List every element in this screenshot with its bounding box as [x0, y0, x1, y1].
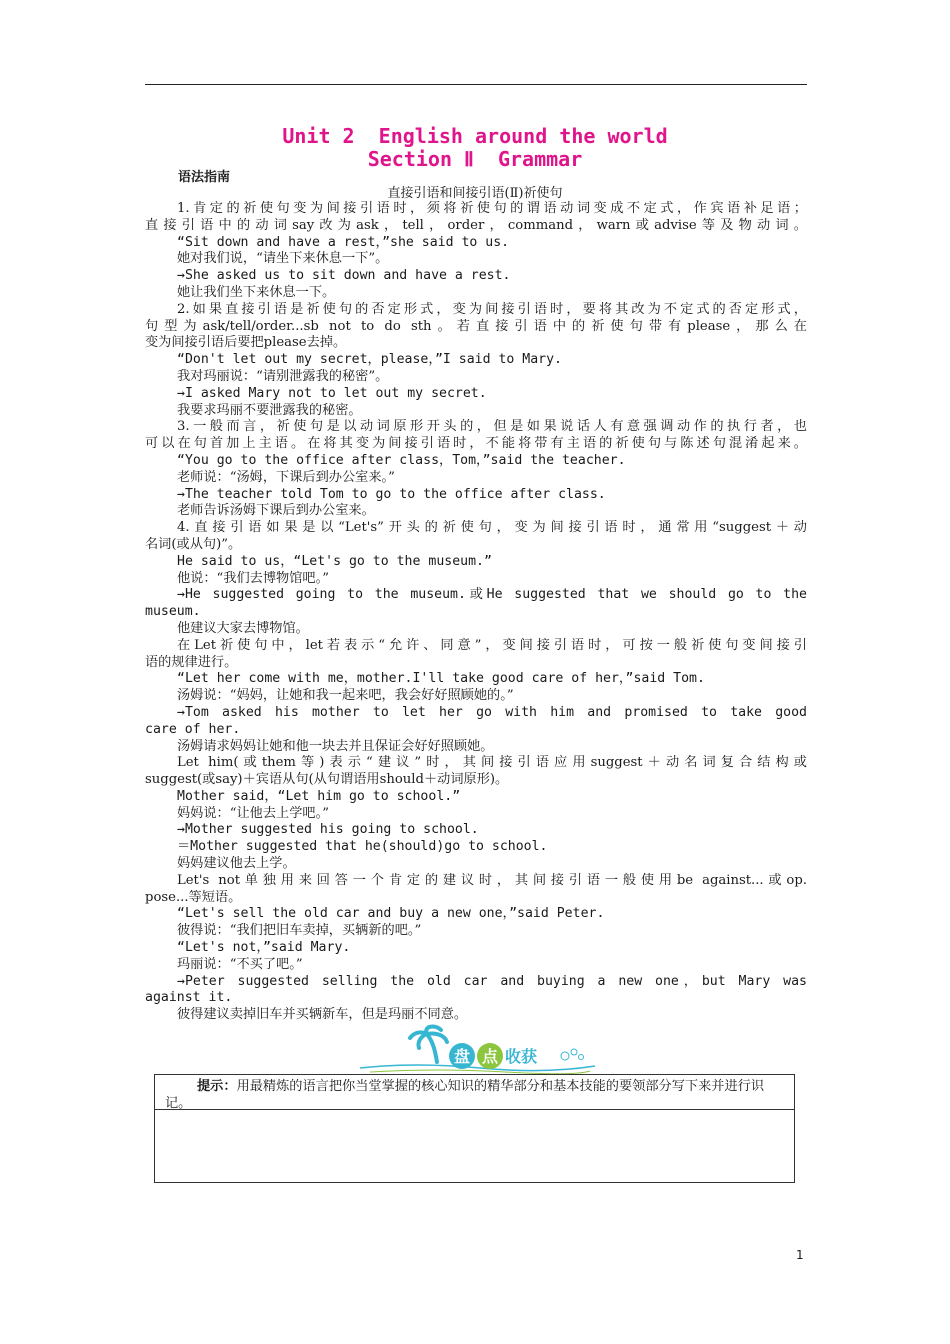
- translation-line: 妈妈建议他去上学。: [177, 856, 296, 872]
- tip-text-block: [165, 1079, 786, 1113]
- tip-text: 用最精炼的语言把你当堂掌握的核心知识的精华部分和基本技能的要领部分写下来并进行识记。: [165, 1079, 765, 1111]
- example-sentence: “Let's not，”said Mary.: [177, 940, 351, 956]
- tip-box: [154, 1074, 795, 1183]
- tip-label: 提示：: [197, 1079, 237, 1094]
- grammar-body: [145, 201, 807, 1024]
- example-sentence: →He suggested going to the museum.或He suggested that we should go to the: [177, 587, 807, 603]
- banner-word: 收获: [505, 1047, 538, 1066]
- unit-title: Unit 2 English around the world: [282, 124, 668, 148]
- body-line: pose...等短语。: [145, 889, 242, 905]
- example-sentence: He said to us，“Let's go to the museum.”: [177, 553, 492, 569]
- translation-line: 妈妈说：“让他去上学吧。”: [177, 805, 329, 821]
- example-sentence: →Tom asked his mother to let her go with him and promised to take good: [177, 704, 807, 720]
- example-sentence: against it.: [145, 990, 233, 1006]
- banner-char-b: 点: [481, 1047, 499, 1066]
- example-sentence: museum.: [145, 604, 201, 620]
- body-line: 名词(或从句)”。: [145, 536, 242, 552]
- tip-box-divider: [155, 1109, 794, 1110]
- translation-line: 我对玛丽说：“请别泄露我的秘密”。: [177, 368, 389, 384]
- translation-line: 老师说：“汤姆，下课后到办公室来。”: [177, 469, 395, 485]
- grammar-subheading: 直接引语和间接引语(Ⅱ)祈使句: [387, 186, 563, 201]
- translation-line: 他说：“我们去博物馆吧。”: [177, 570, 329, 586]
- palm-tree-icon: [410, 1027, 447, 1062]
- body-line: suggest(或say)＋宾语从句(从句谓语用should＋动词原形)。: [145, 772, 509, 788]
- body-line: 变为间接引语后要把please去掉。: [145, 335, 347, 351]
- example-sentence: “Let's sell the old car and buy a new one，”said Peter.: [177, 906, 605, 922]
- example-sentence: “Sit down and have a rest，”she said to us.: [177, 234, 510, 250]
- body-line: 在Let祈使句中，let若表示“允许、同意”，变间接引语时，可按一般祈使句变间接引: [177, 637, 807, 653]
- translation-line: 她让我们坐下来休息一下。: [177, 284, 336, 300]
- example-sentence: Mother said，“Let him go to school.”: [177, 788, 461, 804]
- example-sentence: “Don't let out my secret，please，”I said to Mary.: [177, 352, 562, 368]
- translation-line: 老师告诉汤姆下课后到办公室来。: [177, 503, 375, 519]
- body-line: 直接引语中的动词say改为ask，tell，order，command，warn或advise等及物动词。: [145, 217, 807, 233]
- body-line: Let's not单独用来回答一个肯定的建议时，其间接引语一般使用be against...或op.: [177, 872, 807, 888]
- body-line: 句型为ask/tell/order...sb not to do sth。若直接引语中的祈使句带有please，那么在: [145, 318, 807, 334]
- body-line: 3.一般而言，祈使句是以动词原形开头的，但是如果说话人有意强调动作的执行者，也: [177, 419, 807, 435]
- translation-line: 玛丽说：“不买了吧。”: [177, 956, 303, 972]
- body-line: 4.直接引语如果是以“Let's”开头的祈使句，变为间接引语时，通常用“suggest＋动: [177, 520, 807, 536]
- translation-line: 汤姆说：“妈妈，让她和我一起来吧，我会好好照顾她的。”: [177, 688, 514, 704]
- example-sentence: →The teacher told Tom to go to the office after class.: [177, 486, 606, 502]
- translation-line: 彼得说：“我们把旧车卖掉，买辆新的吧。”: [177, 923, 422, 939]
- banner-char-a: 盘: [453, 1047, 471, 1066]
- example-sentence: →Mother suggested his going to school.: [177, 822, 479, 838]
- example-sentence: →Peter suggested selling the old car and buying a new one，but Mary was: [177, 973, 807, 989]
- body-line: 语的规律进行。: [145, 654, 238, 670]
- translation-line: 我要求玛丽不要泄露我的秘密。: [177, 402, 362, 418]
- bubble-icon: [571, 1049, 577, 1055]
- summary-banner: [355, 1024, 605, 1076]
- page-number: 1: [796, 1248, 804, 1262]
- example-sentence: “Let her come with me，mother.I'll take good care of her，”said Tom.: [177, 671, 705, 687]
- header-rule: [145, 84, 807, 85]
- body-line: Let him(或them等)表示“建议”时，其间接引语应用suggest＋动名词复合结构或: [177, 755, 807, 771]
- section-label: 语法指南: [178, 170, 231, 185]
- section-title: Section Ⅱ Grammar: [367, 147, 583, 171]
- body-line: 1.肯定的祈使句变为间接引语时，须将祈使句的谓语动词变成不定式，作宾语补足语；: [177, 201, 807, 216]
- translation-line: 她对我们说，“请坐下来休息一下”。: [177, 251, 389, 267]
- example-sentence: →She asked us to sit down and have a rest.: [177, 268, 511, 284]
- translation-line: 汤姆请求妈妈让她和他一块去并且保证会好好照顾她。: [177, 738, 494, 754]
- translation-line: 他建议大家去博物馆。: [177, 620, 309, 636]
- banner-wave: [360, 1065, 595, 1071]
- example-sentence: →I asked Mary not to let out my secret.: [177, 385, 487, 401]
- body-line: 可以在句首加上主语。在将其变为间接引语时，不能将带有主语的祈使句与陈述句混淆起来。: [145, 436, 807, 452]
- example-sentence: ＝Mother suggested that he(should)go to school.: [177, 839, 548, 855]
- bubble-icon: [579, 1055, 584, 1060]
- body-line: 2.如果直接引语是祈使句的否定形式，变为间接引语时，要将其改为不定式的否定形式，: [177, 301, 807, 317]
- notes-area[interactable]: [155, 1111, 794, 1182]
- example-sentence: care of her.: [145, 721, 241, 737]
- translation-line: 彼得建议卖掉旧车并买辆新车，但是玛丽不同意。: [177, 1007, 468, 1023]
- example-sentence: “You go to the office after class，Tom，”said the teacher.: [177, 452, 626, 468]
- bubble-icon: [561, 1052, 569, 1060]
